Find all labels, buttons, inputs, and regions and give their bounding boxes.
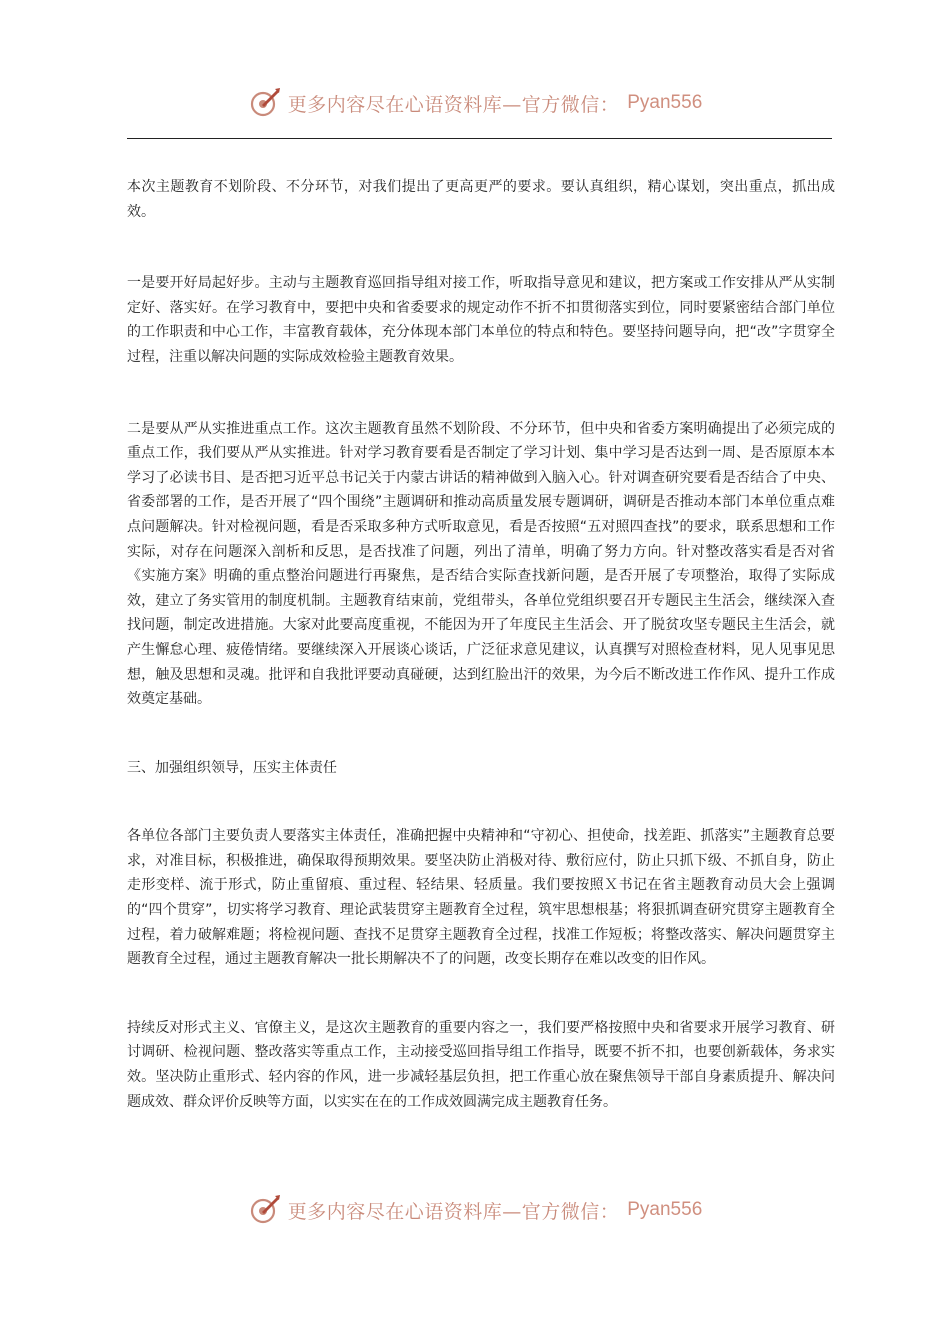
banner-text: 更多内容尽在心语资料库—官方微信： [287, 1200, 620, 1223]
header-banner [0, 83, 950, 123]
paragraph-responsibility: 各单位各部门主要负责人要落实主体责任，准确把握中央精神和“守初心、担使命，找差距、抓落实”主题教育总要求，对准目标，积极推进，确保取得预期效果。要坚决防止消极对待、敷衍应付，防止只抓下级、不抓自身，防止走形变样、流于形式，防止重留痕、重过程、轻结果、轻质量。我们要按照Ｘ书记在省主题教育动员大会上强调的“四个贯穿”，切实将学习教育、理论武装贯穿主题教育全过程，筑牢思想根基；将狠抓调查研究贯穿主题教育全过程，着力破解难题；将检视问题、查找不足贯穿主题教育全过程，找准工作短板；将整改落实、解决问题贯穿主题教育全过程，通过主题教育解决一批长期解决不了的问题，改变长期存在难以改变的旧作风。 [127, 828, 835, 968]
wechat-id: Pyan556 [627, 1199, 703, 1220]
quill-pen-logo-icon [248, 1193, 282, 1227]
header-divider [127, 138, 832, 139]
wechat-id: Pyan556 [627, 92, 703, 113]
paragraph-first-point: 一是要开好局起好步。主动与主题教育巡回指导组对接工作，听取指导意见和建议，把方案或工作安排从严从实制定好、落实好。在学习教育中，要把中央和省委要求的规定动作不折不扣贯彻落实到位，同时要紧密结合部门单位的工作职责和中心工作，丰富教育载体，充分体现本部门本单位的特点和特色。要坚持问题导向，把“改”字贯穿全过程，注重以解决问题的实际成效检验主题教育效果。 [127, 275, 835, 365]
paragraph-second-point: 二是要从严从实推进重点工作。这次主题教育虽然不划阶段、不分环节，但中央和省委方案明确提出了必须完成的重点工作，我们要从严从实推进。针对学习教育要看是否制定了学习计划、集中学习是否达到一周、是否原原本本学习了必读书目、是否把习近平总书记关于内蒙古讲话的精神做到入脑入心。针对调查研究要看是否结合了中央、省委部署的工作，是否开展了“四个围绕”主题调研和推动高质量发展专题调研，调研是否推动本部门本单位重点难点问题解决。针对检视问题，看是否采取多种方式听取意见，看是否按照“五对照四查找”的要求，联系思想和工作实际，对存在问题深入剖析和反思，是否找准了问题，列出了清单，明确了努力方向。针对整改落实看是否对省《实施方案》明确的重点整治问题进行再聚焦，是否结合实际查找新问题，是否开展了专项整治，取得了实际成效，建立了务实管用的制度机制。主题教育结束前，党组带头，各单位党组织要召开专题民主生活会，继续深入查找问题，制定改进措施。大家对此要高度重视，不能因为开了年度民主生活会、开了脱贫攻坚专题民主生活会，就产生懈怠心理、疲倦情绪。要继续深入开展谈心谈话，广泛征求意见建议，认真撰写对照检查材料，见人见事见思想，触及思想和灵魂。批评和自我批评要动真碰硬，达到红脸出汗的效果，为今后不断改进工作作风、提升工作成效奠定基础。 [127, 420, 835, 708]
footer-banner [0, 1190, 950, 1230]
document-body [127, 175, 835, 1114]
quill-pen-logo-icon [248, 86, 282, 120]
paragraph-anti-formalism: 持续反对形式主义、官僚主义，是这次主题教育的重要内容之一，我们要严格按照中央和省要求开展学习教育、研讨调研、检视问题、整改落实等重点工作，主动接受巡回指导组工作指导，既要不折不扣，也要创新载体，务求实效。坚决防止重形式、轻内容的作风，进一步减轻基层负担，把工作重心放在聚焦领导干部自身素质提升、解决问题成效、群众评价反映等方面，以实实在在的工作成效圆满完成主题教育任务。 [127, 1019, 835, 1110]
section-heading: 三、加强组织领导，压实主体责任 [127, 759, 337, 776]
banner-text: 更多内容尽在心语资料库—官方微信： [287, 93, 620, 116]
paragraph-intro: 本次主题教育不划阶段、不分环节，对我们提出了更高更严的要求。要认真组织，精心谋划，突出重点，抓出成效。 [127, 179, 835, 220]
